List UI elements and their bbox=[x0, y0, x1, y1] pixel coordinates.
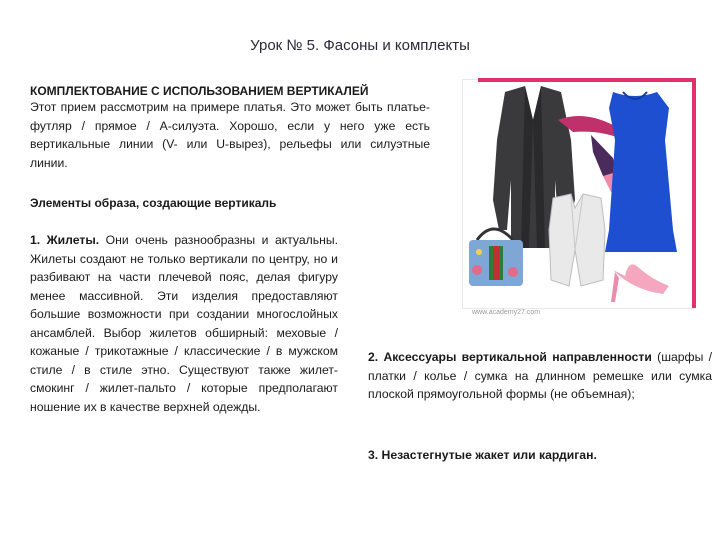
section-heading: КОМПЛЕКТОВАНИЕ С ИСПОЛЬЗОВАНИЕМ ВЕРТИКАЛЕЙ bbox=[30, 84, 369, 98]
jacket-item: 3. Незастегнутые жакет или кардиган. bbox=[368, 448, 597, 462]
accessories-paragraph bbox=[368, 348, 712, 404]
vests-label: 1. Жилеты. bbox=[30, 233, 100, 247]
vests-paragraph bbox=[30, 231, 338, 416]
accessories-text: (шарфы / платки / колье / сумка на длинном ремешке или сумка плоской прямоугольной формы (не объемная); bbox=[368, 350, 713, 401]
watermark-text: www.academy27.com bbox=[472, 309, 541, 316]
elements-heading: Элементы образа, создающие вертикаль bbox=[30, 196, 277, 210]
accessories-label: 2. Аксессуары вертикальной направленности bbox=[368, 350, 652, 364]
vests-text: Они очень разнообразны и актуальны. Жилеты создают не только вертикали по центру, но и разбивают на части плечевой пояс, делая фигуру менее массивной. Эти изделия предоставляют большие возможности при создании многослойных ансамблей. Выбор жилетов обширный: меховые / кожаные / трикотажные / классические / в мужском стиле / в стиле этно. Существуют также жилет-смокинг / жилет-пальто / которые предполагают ношение их в качестве верхней одежды. bbox=[30, 233, 338, 414]
slide-title: Урок № 5. Фасоны и комплекты bbox=[250, 37, 470, 54]
pink-frame bbox=[478, 78, 696, 308]
intro-paragraph: Этот прием рассмотрим на примере платья. Это может быть платье-футляр / прямое / А-силуэта. Хорошо, если у него уже есть вертикальные линии (V- или U-вырез), рельефы или силуэтные линии. bbox=[30, 100, 430, 170]
